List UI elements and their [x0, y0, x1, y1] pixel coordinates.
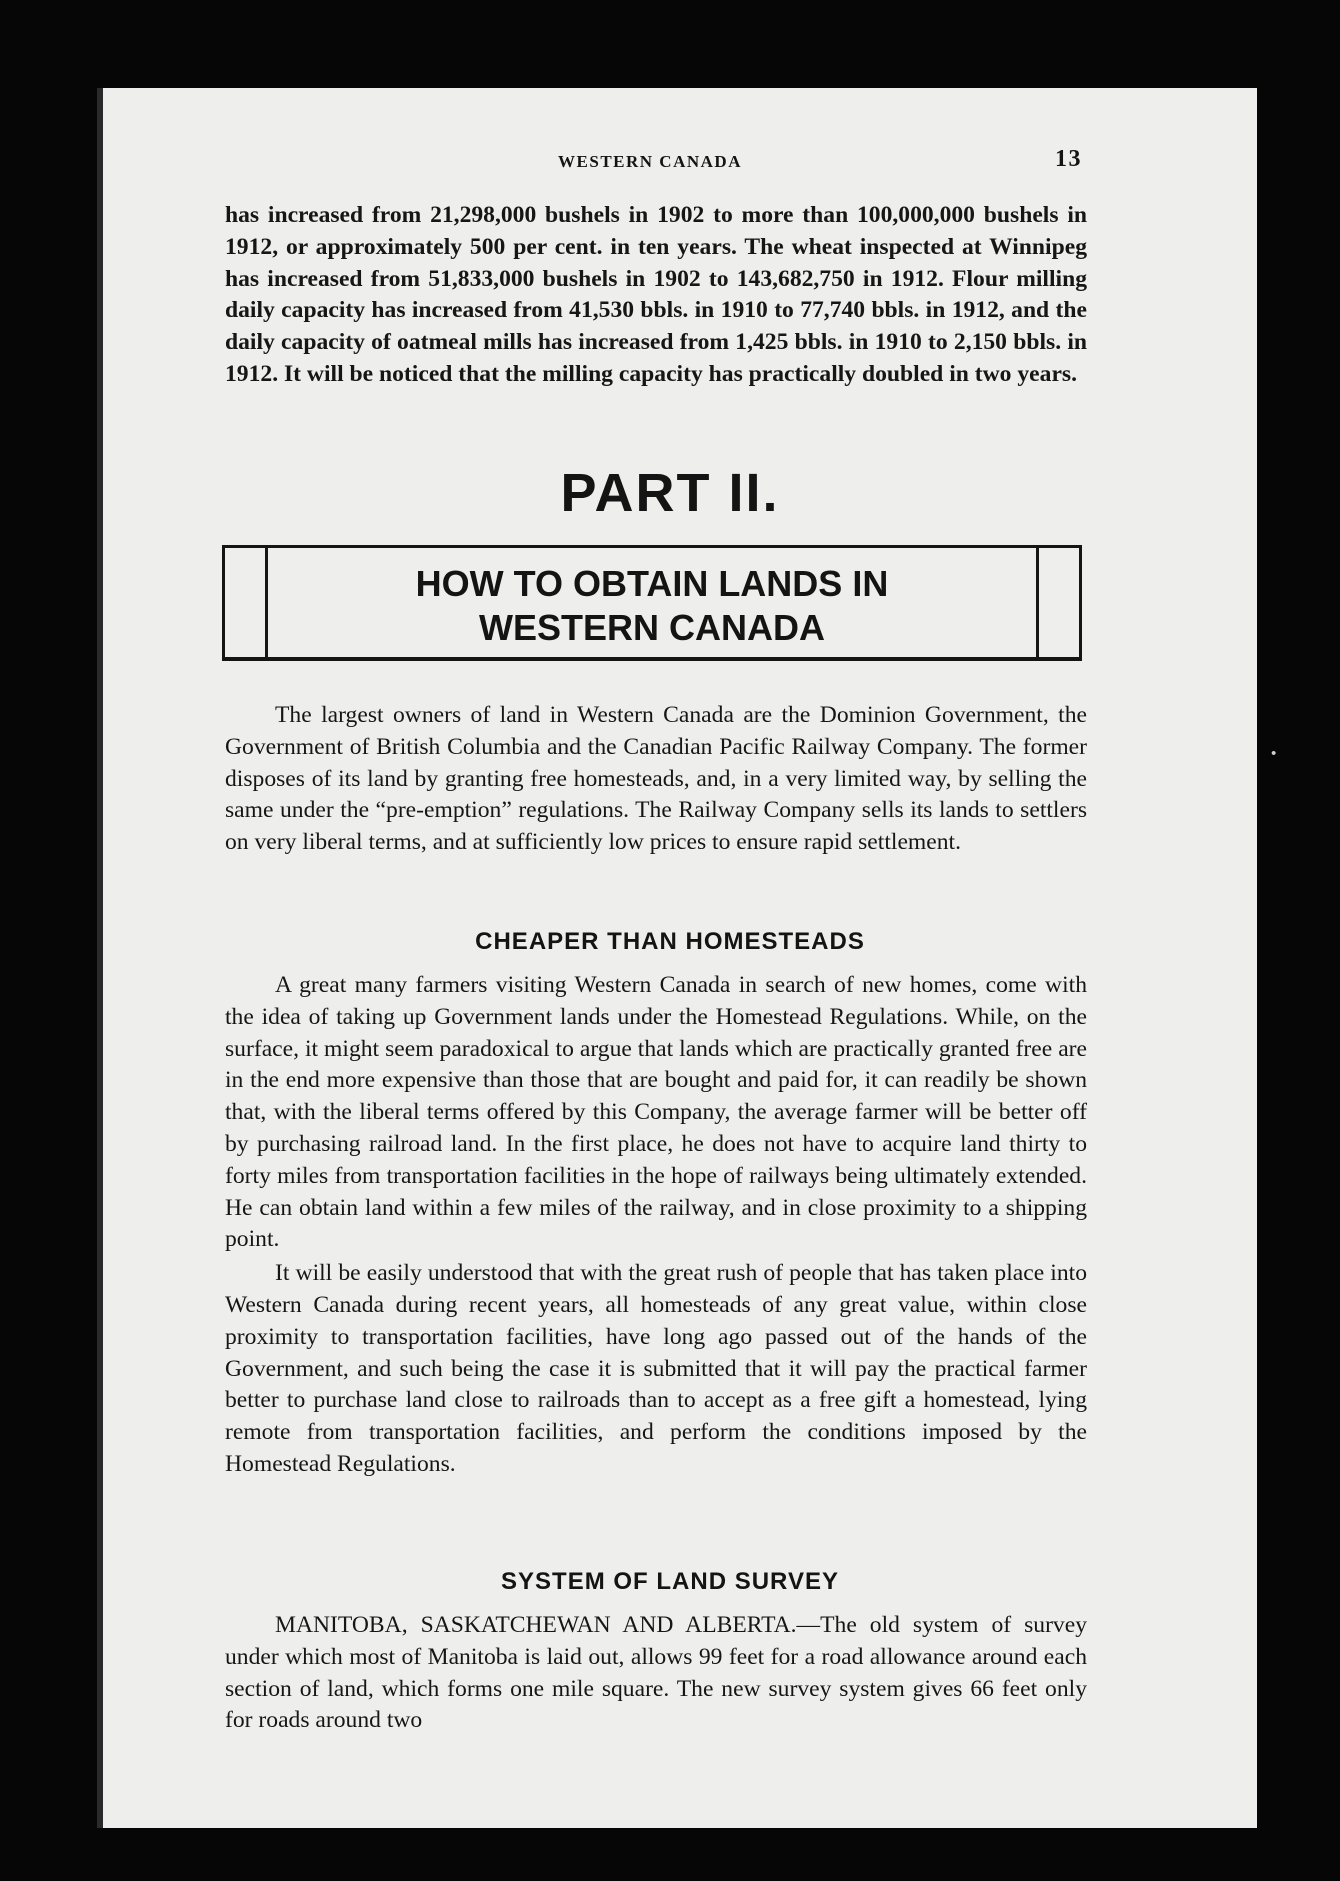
subheading-cheaper: CHEAPER THAN HOMESTEADS [475, 928, 865, 955]
margin-speck: · [1268, 735, 1280, 772]
owners-paragraph-text: The largest owners of land in Western Canada are the Dominion Government, the Government of British Columbia and the Canadian Pacific Railway Company. The former disposes of its land by granting free homesteads, and, in a very limited way, by selling the same under the “pre-emption” regulations. The Railway Company sells its lands to settlers on very liberal terms, and at sufficiently low prices to ensure rapid settlement. [225, 702, 1087, 856]
part-heading: PART II. [560, 463, 780, 523]
box-inner-rule-right [1036, 548, 1039, 657]
intro-paragraph-text: has increased from 21,298,000 bushels in 1902 to more than 100,000,000 bushels in 1912, or approximately 500 per cent. in ten years. The wheat inspected at Winnipeg has increased from 51,833,000 bushels in 1902 to 143,682,750 in 1912. Flour milling daily capacity has increased from 41,530 bbls. in 1910 to 77,740 bbls. in 1912, and the daily capacity of oatmeal mills has increased from 1,425 bbls. in 1910 to 2,150 bbls. in 1912. It will be noticed that the milling capacity has practically doubled in two years. [225, 202, 1087, 387]
section-title-box [222, 545, 1082, 661]
subheading-survey: SYSTEM OF LAND SURVEY [501, 1568, 839, 1595]
cheaper-paragraph-2: It will be easily understood that with the great rush of people that has taken place into Western Canada during recent years, all homesteads of any great value, within close proximity to transportation facilities, have long ago passed out of the hands of the Government, and such being the case it is submitted that it will pay the practical farmer better to purchase land close to railroads than to accept as a free gift a homestead, lying remote from transportation facilities, and perform the conditions imposed by the Homestead Regulations. [225, 1260, 1087, 1477]
box-inner-rule-left [265, 548, 268, 657]
section-title-line-1: HOW TO OBTAIN LANDS IN [415, 563, 889, 604]
cheaper-paragraph-1: A great many farmers visiting Western Canada in search of new homes, come with the idea of taking up Government lands under the Homestead Regulations. While, on the surface, it might seem paradoxical to argue that lands which are practically granted free are in the end more expensive than those that are bought and paid for, it can readily be shown that, with the liberal terms offered by this Company, the average farmer will be better off by purchasing railroad land. In the first place, he does not have to acquire land thirty to forty miles from transportation facilities in the hope of railways being ultimately extended. He can obtain land within a few miles of the railway, and in close proximity to a shipping point. [225, 972, 1087, 1253]
survey-paragraph [225, 1610, 1087, 1737]
intro-paragraph [225, 200, 1087, 391]
page-number: 13 [1055, 146, 1082, 172]
survey-paragraph-text: MANITOBA, SASKATCHEWAN AND ALBERTA.—The old system of survey under which most of Manitoba is laid out, allows 99 feet for a road allowance around each section of land, which forms one mile square. The new survey system gives 66 feet only for roads around two [225, 1612, 1087, 1734]
page-spine-edge [97, 88, 103, 1828]
running-header-title: WESTERN CANADA [558, 152, 742, 171]
section-title-line-2: WESTERN CANADA [479, 607, 825, 648]
section-title [270, 562, 1034, 650]
owners-paragraph [225, 700, 1087, 859]
cheaper-section [225, 970, 1087, 1481]
